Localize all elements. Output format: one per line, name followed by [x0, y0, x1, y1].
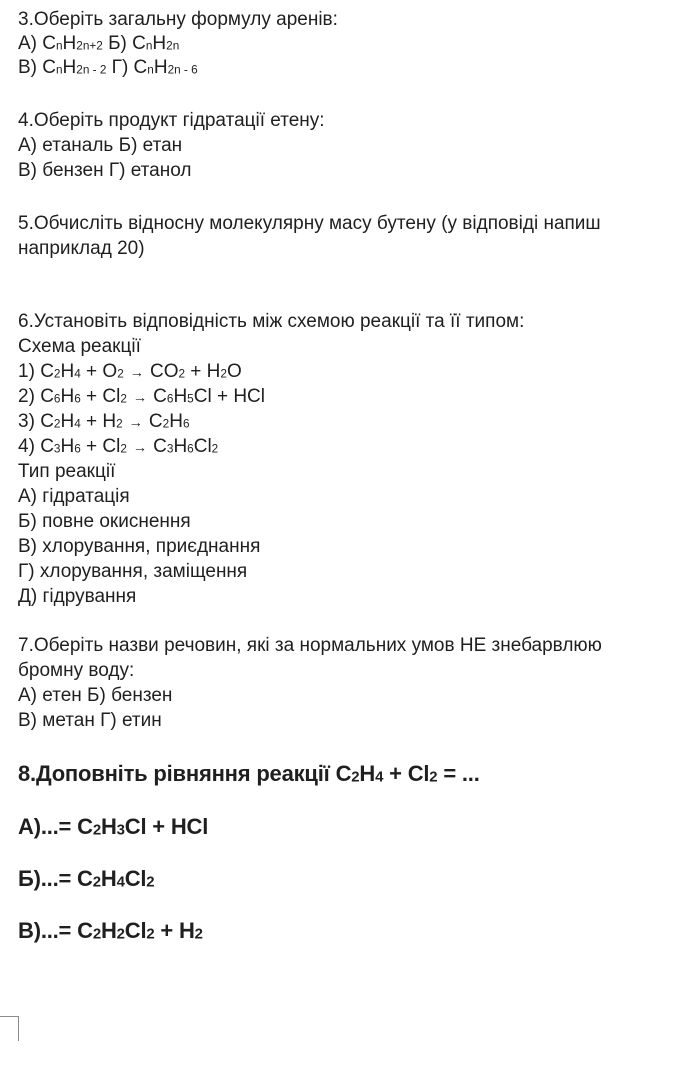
- q8-option-b: Б)...= C2H4Cl2: [18, 866, 155, 891]
- q8-title: 8.Доповніть рівняння реакції C2H4 + Cl2 = ...: [18, 761, 480, 786]
- page-corner-mark: [0, 1016, 19, 1041]
- q6-type-e: Д) гідрування: [18, 586, 137, 607]
- q6-scheme-header: Схема реакції: [18, 336, 141, 357]
- arrow-icon: →: [128, 415, 143, 431]
- q6-type-a: А) гідратація: [18, 486, 130, 507]
- q7-text-line2: бромну воду:: [18, 660, 135, 681]
- q3-options-row2: В) CnH2n - 2 Г) CnH2n - 6: [18, 57, 198, 78]
- arrow-icon: →: [129, 365, 144, 381]
- q8-option-c: В)...= C2H2Cl2 + H2: [18, 918, 203, 943]
- q6-reaction-1: 1) C2H4 + O2 → CO2 + H2O: [18, 361, 242, 382]
- document-page: [18, 8, 675, 945]
- q6-type-b: Б) повне окиснення: [18, 511, 191, 532]
- q4-options-row2: В) бензен Г) етанол: [18, 160, 192, 181]
- q3-options-row1: А) CnH2n+2 Б) CnH2n: [18, 33, 180, 54]
- q7-options-row1: А) етен Б) бензен: [18, 685, 173, 706]
- q4-title: 4.Оберіть продукт гідратації етену:: [18, 110, 325, 131]
- q3-title: 3.Оберіть загальну формулу аренів:: [18, 9, 338, 30]
- q6-reaction-4: 4) C3H6 + Cl2 → C3H6Cl2: [18, 436, 219, 457]
- arrow-icon: →: [132, 390, 148, 406]
- q8-option-a: А)...= C2H3Cl + HCl: [18, 814, 209, 839]
- q4-options-row1: А) етаналь Б) етан: [18, 135, 183, 156]
- q6-type-header: Тип реакції: [18, 461, 116, 482]
- q5-text-line2: наприклад 20): [18, 238, 145, 259]
- q6-type-c: В) хлорування, приєднання: [18, 536, 261, 557]
- q6-reaction-2: 2) C6H6 + Cl2 → C6H5Cl + HCl: [18, 386, 265, 407]
- q7-options-row2: В) метан Г) етин: [18, 710, 162, 731]
- arrow-icon: →: [132, 440, 148, 456]
- q6-title: 6.Установіть відповідність між схемою реакції та її типом:: [18, 311, 525, 332]
- q6-type-d: Г) хлорування, заміщення: [18, 561, 248, 582]
- q5-text-line1: 5.Обчисліть відносну молекулярну масу бутену (у відповіді напиш: [18, 213, 601, 234]
- q6-reaction-3: 3) C2H4 + H2 → C2H6: [18, 411, 190, 432]
- q7-text-line1: 7.Оберіть назви речовин, які за нормальних умов НЕ знебарвлюю: [18, 635, 602, 656]
